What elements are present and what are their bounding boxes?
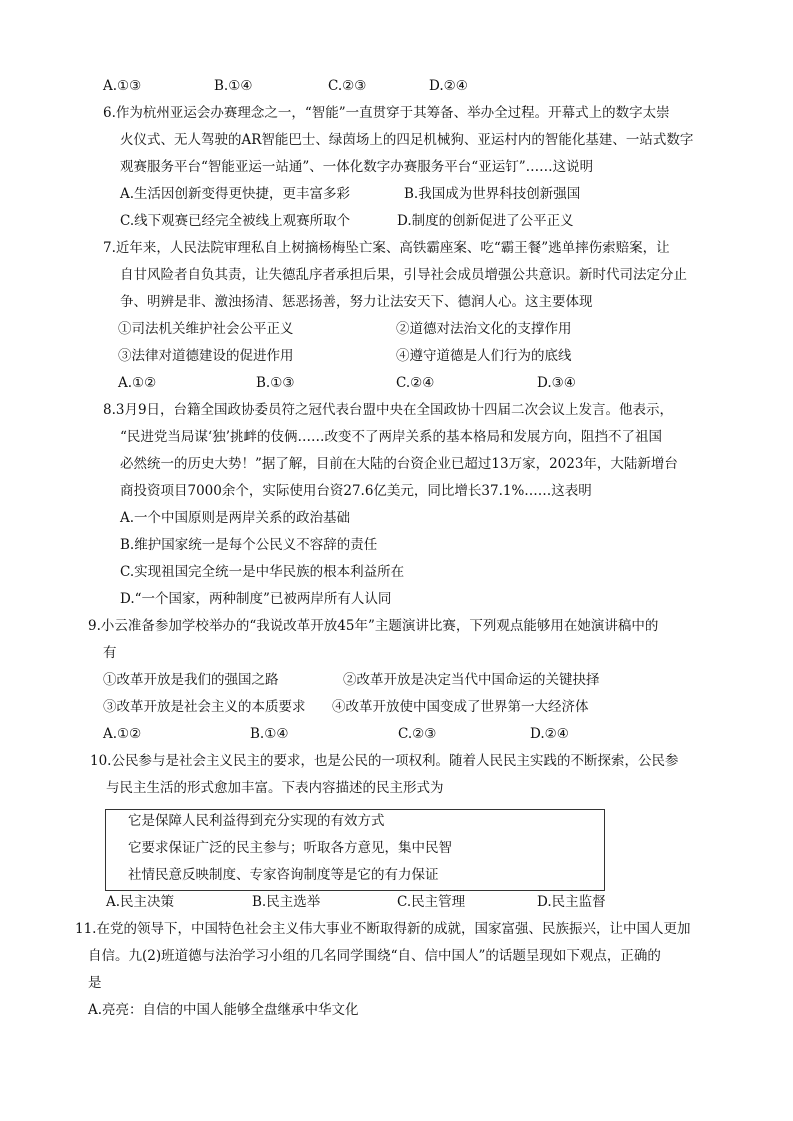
q10-option-a: A.民主决策 <box>106 894 175 910</box>
q10-option-d: D.民主监督 <box>537 894 606 910</box>
q7-option-b: B.①③ <box>256 375 295 391</box>
q6-stem-line: 观赛服务平台“智能亚运一站通”、一体化数字办赛服务平台“亚运钉”……这说明 <box>120 159 594 175</box>
q11-option-a: A.亮亮：自信的中国人能够全盘继承中华文化 <box>88 1002 359 1018</box>
q8-option-c: C.实现祖国完全统一是中华民族的根本利益所在 <box>120 564 405 580</box>
q8-option-a: A.一个中国原则是两岸关系的政治基础 <box>120 510 351 526</box>
q5-option-d: D.②④ <box>429 78 468 94</box>
q9-statement-2: ②改革开放是决定当代中国命运的关键抉择 <box>343 672 600 688</box>
q6-option-a: A.生活因创新变得更快捷，更丰富多彩 <box>120 186 351 202</box>
q10-option-c: C.民主管理 <box>397 894 466 910</box>
q9-option-b: B.①④ <box>250 726 289 742</box>
q9-statement-3: ③改革开放是社会主义的本质要求 <box>103 699 306 715</box>
q9-stem-line: 9.小云准备参加学校举办的“我说改革开放45年”主题演讲比赛，下列观点能够用在她演讲稿中的 <box>88 618 659 634</box>
q8-stem-line: “民进党当局谋‘独’挑衅的伎俩……改变不了两岸关系的基本格局和发展方向，阻挡不了祖国 <box>120 429 662 445</box>
q7-stem-line: 争、明辨是非、激浊扬清、惩恶扬善，努力让法安天下、德润人心。这主要体现 <box>120 294 593 310</box>
q5-option-a: A.①③ <box>103 78 142 94</box>
q11-stem-line: 11.在党的领导下，中国特色社会主义伟大事业不断取得新的成就，国家富强、民族振兴，让中国人更加 <box>75 921 691 937</box>
q8-option-d: D.“一个国家，两种制度”已被两岸所有人认同 <box>120 591 392 607</box>
q7-statement-2: ②道德对法治文化的支撑作用 <box>396 321 572 337</box>
q6-stem-line: 火仪式、无人驾驶的AR智能巴士、绿茵场上的四足机械狗、亚运村内的智能化基建、一站式数字 <box>120 132 694 148</box>
q7-option-d: D.③④ <box>537 375 576 391</box>
q8-stem-line: 商投资项目7000余个，实际使用台资27.6亿美元，同比增长37.1%……这表明 <box>120 483 592 499</box>
q6-stem-line: 6.作为杭州亚运会办赛理念之一，“智能”一直贯穿于其筹备、举办全过程。开幕式上的数字太崇 <box>103 105 670 121</box>
q7-stem-line: 自甘风险者自负其责，让失德乱序者承担后果，引导社会成员增强公共意识。新时代司法定分止 <box>120 267 687 283</box>
q9-option-a: A.①② <box>103 726 142 742</box>
q11-stem-line: 自信。九(2)班道德与法治学习小组的几名同学围绕“自、信中国人”的话题呈现如下观点，正确的 <box>88 948 661 964</box>
q10-table-row: 社情民意反映制度、专家咨询制度等是它的有力保证 <box>128 867 439 883</box>
q7-option-c: C.②④ <box>396 375 435 391</box>
q8-stem-line: 8.3月9日，台籍全国政协委员符之冠代表台盟中央在全国政协十四届二次会议上发言。他表示， <box>103 402 674 418</box>
q10-stem-line: 10.公民参与是社会主义民主的要求，也是公民的一项权利。随着人民民主实践的不断探索，公民参 <box>90 753 679 769</box>
q9-stem-line: 有 <box>103 645 117 661</box>
q5-option-c: C.②③ <box>328 78 367 94</box>
q10-table-row: 它要求保证广泛的民主参与；听取各方意见，集中民智 <box>128 840 452 856</box>
q9-statement-1: ①改革开放是我们的强国之路 <box>103 672 279 688</box>
q7-statement-4: ④遵守道德是人们行为的底线 <box>396 348 572 364</box>
q7-stem-line: 7.近年来，人民法院审理私自上树摘杨梅坠亡案、高铁霸座案、吃“霸王餐”逃单摔伤索赔案，让 <box>103 240 670 256</box>
q7-option-a: A.①② <box>118 375 157 391</box>
q6-option-d: D.制度的创新促进了公平正义 <box>397 213 574 229</box>
q11-stem-line: 是 <box>88 975 102 991</box>
q8-stem-line: 必然统一的历史大势！”据了解，目前在大陆的台资企业已超过13万家，2023年，大陆新增台 <box>120 456 678 472</box>
q6-option-c: C.线下观赛已经完全被线上观赛所取个 <box>120 213 351 229</box>
q8-option-b: B.维护国家统一是每个公民义不容辞的责任 <box>120 537 378 553</box>
q5-option-b: B.①④ <box>214 78 253 94</box>
q9-option-d: D.②④ <box>530 726 569 742</box>
q10-table-row: 它是保障人民利益得到充分实现的有效方式 <box>128 813 385 829</box>
q10-option-b: B.民主选举 <box>252 894 321 910</box>
q9-option-c: C.②③ <box>398 726 437 742</box>
q7-statement-3: ③法律对道德建设的促进作用 <box>118 348 294 364</box>
q7-statement-1: ①司法机关维护社会公平正义 <box>118 321 294 337</box>
q9-statement-4: ④改革开放使中国变成了世界第一大经济体 <box>332 699 589 715</box>
q10-stem-line: 与民主生活的形式愈加丰富。下表内容描述的民主形式为 <box>106 780 444 796</box>
q6-option-b: B.我国成为世界科技创新强国 <box>404 186 581 202</box>
